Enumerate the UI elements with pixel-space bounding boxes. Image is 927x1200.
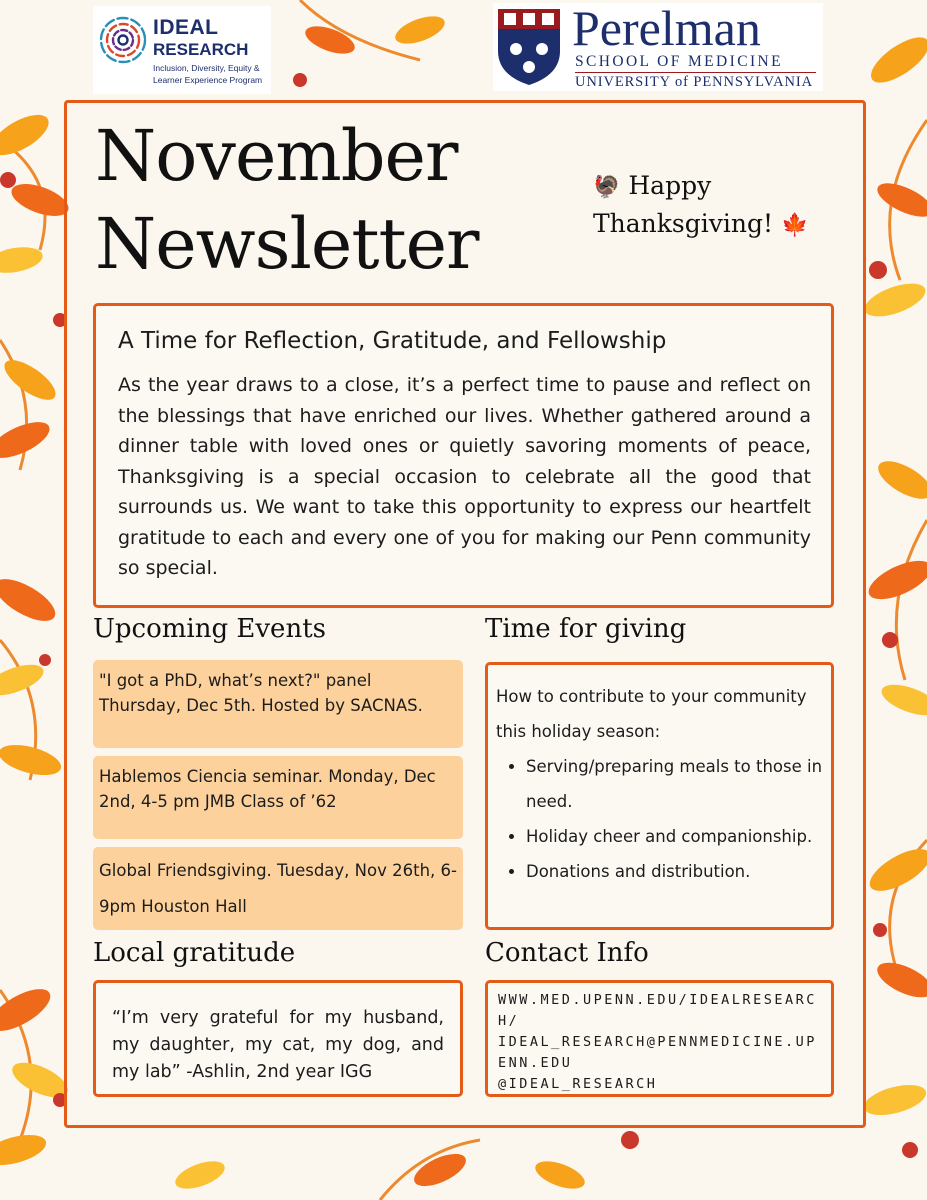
ideal-logo-line2: RESEARCH	[153, 40, 249, 59]
ideal-logo-tagline: Inclusion, Diversity, Equity & Learner Experience Program	[153, 63, 263, 85]
title-line-1: November	[95, 115, 458, 197]
giving-heading: Time for giving	[485, 614, 687, 644]
greeting-line-2: Thanksgiving!	[593, 209, 774, 238]
ideal-research-logo	[93, 6, 271, 94]
giving-list	[496, 749, 823, 889]
intro-body: As the year draws to a close, it’s a perfect time to pause and reflect on the blessings that have enriched our lives. Whether gathered around a dinner table with loved ones or quietly savoring moments of peace, Thanksgiving is a special occasion to celebrate all the good that surrounds us. We want to take this opportunity to express our heartfelt gratitude to each and every one of you for making our Penn community so special.	[118, 374, 811, 579]
title-line-2: Newsletter	[95, 203, 479, 285]
maple-leaf-icon: 🍁	[780, 213, 809, 238]
perelman-logo-title: Perelman	[572, 0, 761, 56]
gratitude-heading: Local gratitude	[93, 938, 296, 968]
contact-box	[485, 980, 834, 1097]
perelman-logo	[493, 0, 823, 91]
contact-heading: Contact Info	[485, 938, 649, 968]
greeting-line-1: Happy	[628, 171, 712, 200]
newsletter-title	[95, 112, 575, 288]
perelman-logo-school: SCHOOL OF MEDICINE	[575, 53, 816, 73]
event-item: Global Friendsgiving. Tuesday, Nov 26th, 6-9pm Houston Hall	[93, 847, 463, 930]
gratitude-quote-box	[93, 980, 463, 1097]
penn-shield-icon	[496, 7, 562, 87]
contact-social-handle[interactable]: @IDEAL_RESEARCH	[498, 1076, 658, 1092]
turkey-icon: 🦃	[593, 175, 621, 200]
event-item: Hablemos Ciencia seminar. Monday, Dec 2nd, 4-5 pm JMB Class of ’62	[93, 756, 463, 839]
fingerprint-icon	[97, 14, 149, 66]
events-heading: Upcoming Events	[93, 614, 326, 644]
event-item: "I got a PhD, what’s next?" panel Thursday, Dec 5th. Hosted by SACNAS.	[93, 660, 463, 748]
gratitude-quote: “I’m very grateful for my husband, my daughter, my cat, my dog, and my lab” -Ashlin, 2nd year IGG	[112, 1008, 444, 1082]
intro-box	[93, 303, 834, 608]
giving-lead: How to contribute to your community this holiday season:	[496, 687, 807, 741]
ideal-logo-line1: IDEAL	[153, 16, 219, 39]
thanksgiving-greeting	[593, 168, 808, 244]
giving-list-item: • Donations and distribution.	[526, 854, 823, 889]
contact-website-link[interactable]: WWW.MED.UPENN.EDU/IDEALRESEARCH/	[498, 992, 817, 1029]
contact-email-link[interactable]: IDEAL_RESEARCH@PENNMEDICINE.UPENN.EDU	[498, 1034, 817, 1071]
giving-list-item: • Serving/preparing meals to those in need.	[526, 749, 823, 819]
perelman-logo-university: UNIVERSITY of PENNSYLVANIA	[575, 74, 813, 90]
giving-list-item: • Holiday cheer and companionship.	[526, 819, 823, 854]
giving-box	[485, 662, 834, 930]
intro-heading: A Time for Reflection, Gratitude, and Fellowship	[118, 328, 667, 354]
